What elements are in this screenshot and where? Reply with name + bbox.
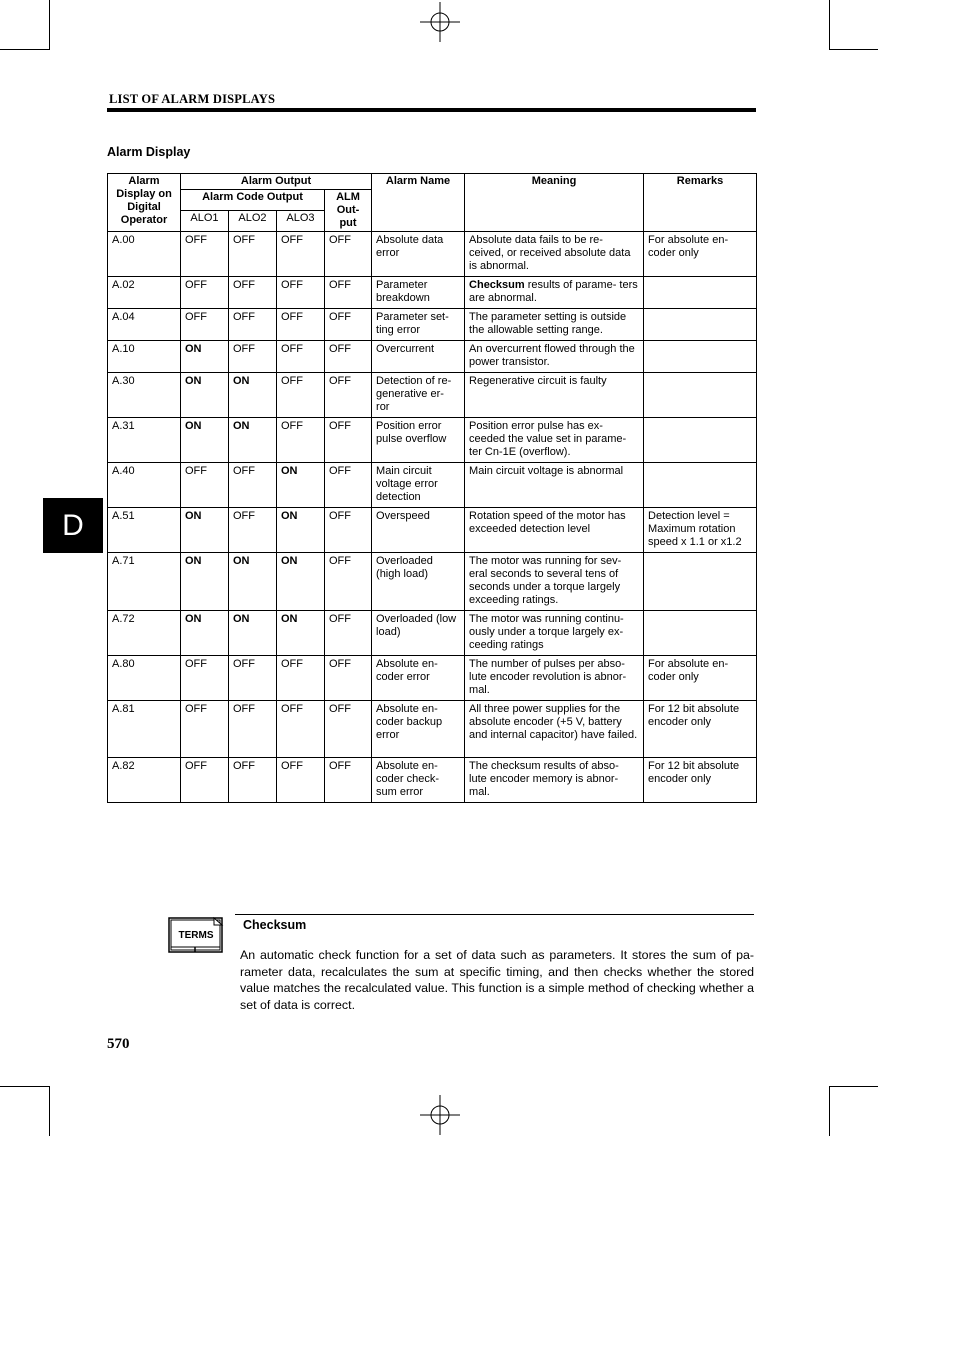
alo3-cell: OFF [277, 701, 325, 758]
alo1-cell: OFF [181, 309, 229, 341]
alarm-code-cell: A.10 [108, 341, 181, 373]
meaning-cell: Rotation speed of the motor has exceeded detection level [465, 508, 644, 553]
alarm-name-cell: Position error pulse overflow [372, 418, 465, 463]
alm-cell: OFF [325, 277, 372, 309]
table-row [108, 277, 757, 309]
header-alo1: ALO1 [181, 211, 229, 232]
alo1-cell: ON [181, 418, 229, 463]
remarks-cell [644, 341, 757, 373]
registration-mark-icon [420, 2, 460, 42]
alo3-cell: OFF [277, 656, 325, 701]
alarm-code-cell: A.80 [108, 656, 181, 701]
alarm-table [107, 173, 757, 803]
alo3-cell: OFF [277, 309, 325, 341]
header-output: Alarm Output [181, 174, 372, 190]
meaning-cell: Position error pulse has ex- ceeded the value set in parame- ter Cn-1E (overflow). [465, 418, 644, 463]
alo1-cell: OFF [181, 277, 229, 309]
header-name: Alarm Name [372, 174, 465, 232]
alo2-cell: OFF [229, 758, 277, 803]
alo2-cell: ON [229, 418, 277, 463]
table-row [108, 553, 757, 611]
alm-cell: OFF [325, 656, 372, 701]
alarm-name-cell: Detection of re- generative er- ror [372, 373, 465, 418]
alarm-code-cell: A.71 [108, 553, 181, 611]
alarm-code-cell: A.02 [108, 277, 181, 309]
alo1-cell: OFF [181, 656, 229, 701]
appendix-tab: D [43, 498, 103, 553]
crop-mark [0, 1086, 50, 1087]
header-rule [107, 108, 756, 112]
alo3-cell: OFF [277, 232, 325, 277]
alarm-code-cell: A.82 [108, 758, 181, 803]
alo2-cell: ON [229, 553, 277, 611]
alo2-cell: OFF [229, 232, 277, 277]
alo3-cell: ON [277, 611, 325, 656]
meaning-cell [465, 277, 644, 309]
alarm-code-cell: A.40 [108, 463, 181, 508]
alo2-cell: ON [229, 611, 277, 656]
remarks-cell [644, 611, 757, 656]
table-row [108, 463, 757, 508]
alo3-cell: OFF [277, 758, 325, 803]
alarm-name-cell: Main circuit voltage error detection [372, 463, 465, 508]
alm-cell: OFF [325, 463, 372, 508]
meaning-text: results of parame- ters are abnormal. [469, 279, 638, 304]
alarm-name-cell: Overloaded (high load) [372, 553, 465, 611]
alarm-name-cell: Overspeed [372, 508, 465, 553]
remarks-cell [644, 553, 757, 611]
alarm-code-cell: A.00 [108, 232, 181, 277]
term-highlight: Checksum [469, 279, 525, 291]
alarm-name-cell: Absolute data error [372, 232, 465, 277]
alarm-name-cell: Overloaded (low load) [372, 611, 465, 656]
table-row [108, 611, 757, 656]
crop-mark [49, 1086, 50, 1136]
alo1-cell: OFF [181, 758, 229, 803]
alo2-cell: OFF [229, 341, 277, 373]
crop-mark [829, 1086, 878, 1087]
section-title: Alarm Display [107, 145, 191, 159]
terms-book-icon [168, 916, 224, 954]
remarks-cell [644, 418, 757, 463]
table-row [108, 232, 757, 277]
alm-cell: OFF [325, 232, 372, 277]
alm-cell: OFF [325, 701, 372, 758]
header-meaning: Meaning [465, 174, 644, 232]
table-row [108, 341, 757, 373]
meaning-cell: Regenerative circuit is faulty [465, 373, 644, 418]
alarm-code-cell: A.31 [108, 418, 181, 463]
table-row [108, 701, 757, 758]
header-display: Alarm Display on Digital Operator [108, 174, 181, 232]
terms-title: Checksum [243, 918, 307, 932]
alarm-code-cell: A.04 [108, 309, 181, 341]
table-row [108, 373, 757, 418]
alarm-name-cell: Absolute en- coder error [372, 656, 465, 701]
alo3-cell: OFF [277, 373, 325, 418]
alo1-cell: ON [181, 611, 229, 656]
remarks-cell: For 12 bit absolute encoder only [644, 758, 757, 803]
terms-rule [235, 914, 754, 915]
crop-mark [49, 0, 50, 50]
alo1-cell: OFF [181, 463, 229, 508]
remarks-cell [644, 373, 757, 418]
alo2-cell: OFF [229, 701, 277, 758]
alarm-name-cell: Parameter set- ting error [372, 309, 465, 341]
meaning-cell: The motor was running continu- ously under a torque largely ex- ceeding ratings [465, 611, 644, 656]
alo3-cell: OFF [277, 341, 325, 373]
header-alo2: ALO2 [229, 211, 277, 232]
alo3-cell: ON [277, 508, 325, 553]
alo1-cell: ON [181, 341, 229, 373]
table-row [108, 656, 757, 701]
registration-mark-icon [420, 1095, 460, 1135]
alo3-cell: ON [277, 463, 325, 508]
header-alo3: ALO3 [277, 211, 325, 232]
table-row [108, 418, 757, 463]
remarks-cell [644, 309, 757, 341]
alo3-cell: OFF [277, 277, 325, 309]
alo2-cell: OFF [229, 309, 277, 341]
alo1-cell: ON [181, 553, 229, 611]
section-header: LIST OF ALARM DISPLAYS [109, 92, 276, 106]
alm-cell: OFF [325, 611, 372, 656]
crop-mark [829, 0, 830, 50]
meaning-cell: All three power supplies for the absolute encoder (+5 V, battery and internal capacitor) have failed. [465, 701, 644, 758]
alo1-cell: OFF [181, 701, 229, 758]
remarks-cell: For absolute en- coder only [644, 656, 757, 701]
alarm-code-cell: A.30 [108, 373, 181, 418]
crop-mark [829, 49, 878, 50]
alm-cell: OFF [325, 758, 372, 803]
meaning-cell: The motor was running for sev- eral seconds to several tens of seconds under a torque largely exceeding ratings. [465, 553, 644, 611]
remarks-cell: Detection level = Maximum rotation speed x 1.1 or x1.2 [644, 508, 757, 553]
table-row [108, 309, 757, 341]
crop-mark [829, 1086, 830, 1136]
alarm-name-cell: Absolute en- coder check- sum error [372, 758, 465, 803]
meaning-cell: The number of pulses per abso- lute encoder revolution is abnor- mal. [465, 656, 644, 701]
table-row [108, 758, 757, 803]
alarm-name-cell: Parameter breakdown [372, 277, 465, 309]
page-number: 570 [107, 1036, 130, 1052]
alarm-name-cell: Overcurrent [372, 341, 465, 373]
terms-body: An automatic check function for a set of data such as parameters. It stores the sum of pa- rameter data, recalculates the sum at specific timing, and then checks whether the stored value matches the recalculated value. This function is a simple method of checking whether a set of data is correct. [240, 948, 754, 1012]
header-remarks: Remarks [644, 174, 757, 232]
alo3-cell: ON [277, 553, 325, 611]
alo2-cell: OFF [229, 277, 277, 309]
alarm-code-cell: A.72 [108, 611, 181, 656]
alm-cell: OFF [325, 508, 372, 553]
alo2-cell: OFF [229, 463, 277, 508]
alm-cell: OFF [325, 309, 372, 341]
meaning-cell: The checksum results of abso- lute encoder memory is abnor- mal. [465, 758, 644, 803]
crop-mark [0, 49, 50, 50]
alo2-cell: OFF [229, 656, 277, 701]
alm-cell: OFF [325, 553, 372, 611]
alarm-name-cell: Absolute en- coder backup error [372, 701, 465, 758]
terms-icon-label: TERMS [178, 930, 214, 941]
alo1-cell: ON [181, 508, 229, 553]
meaning-cell: An overcurrent flowed through the power transistor. [465, 341, 644, 373]
alo3-cell: OFF [277, 418, 325, 463]
alm-cell: OFF [325, 373, 372, 418]
alo1-cell: OFF [181, 232, 229, 277]
header-code-output: Alarm Code Output [181, 190, 325, 211]
alo2-cell: OFF [229, 508, 277, 553]
remarks-cell: For 12 bit absolute encoder only [644, 701, 757, 758]
remarks-cell [644, 463, 757, 508]
meaning-cell: Absolute data fails to be re- ceived, or received absolute data is abnormal. [465, 232, 644, 277]
remarks-cell: For absolute en- coder only [644, 232, 757, 277]
table-row [108, 508, 757, 553]
alarm-table-body [108, 232, 757, 803]
alarm-code-cell: A.81 [108, 701, 181, 758]
alo1-cell: ON [181, 373, 229, 418]
header-alm: ALM Out- put [325, 190, 372, 232]
alo2-cell: ON [229, 373, 277, 418]
remarks-cell [644, 277, 757, 309]
alm-cell: OFF [325, 418, 372, 463]
alarm-code-cell: A.51 [108, 508, 181, 553]
alm-cell: OFF [325, 341, 372, 373]
meaning-cell: Main circuit voltage is abnormal [465, 463, 644, 508]
meaning-cell: The parameter setting is outside the allowable setting range. [465, 309, 644, 341]
